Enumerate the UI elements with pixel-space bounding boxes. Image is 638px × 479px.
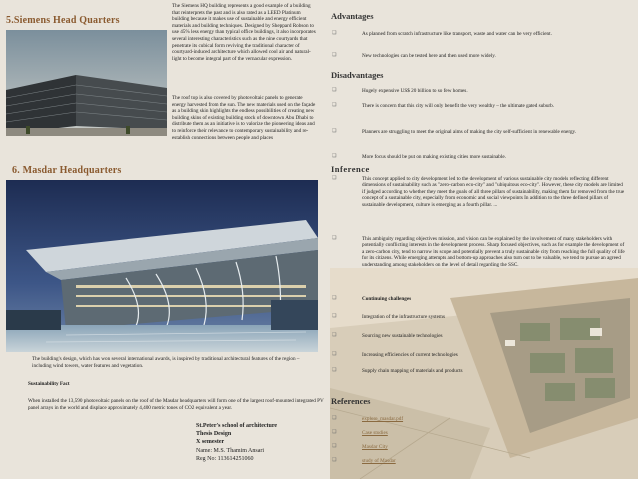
masdar-description: The building's design, which has won several international awards, is inspired by traditional architectural features of the region – including wind towers, water features and vegetation. — [32, 356, 300, 369]
list-item: ❑ Continuing challenges — [332, 296, 412, 302]
bullet-icon: ❑ — [332, 53, 337, 58]
advantages-title: Advantages — [331, 11, 374, 21]
bullet-icon: ❑ — [332, 444, 337, 449]
reference-link[interactable]: explore_masdar.pdf — [362, 416, 404, 422]
list-item: ❑ There is concern that this city will only benefit the very wealthy – the ultimate gated suburb. — [332, 103, 555, 109]
references-title: References — [331, 396, 371, 406]
list-item: ❑ Integration of the infrastructure systems — [332, 314, 445, 320]
bullet-icon: ❑ — [332, 430, 337, 435]
bullet-icon: ❑ — [332, 176, 337, 181]
reference-item — [332, 458, 532, 464]
list-item: ❑ Sourcing new sustainable technologies — [332, 333, 443, 339]
masdar-heading: 6. Masdar Headquarters — [12, 165, 122, 176]
list-item: ❑ Supply chain mapping of materials and products — [332, 368, 463, 374]
list-item: ❑ Hugely expensive US$ 20 billion to so few homes. — [332, 88, 468, 94]
credits-semester: X semester — [196, 439, 225, 446]
list-item: ❑ New technologies can be tested here and then used more widely. — [332, 53, 496, 59]
reference-link[interactable]: study of Masdar — [362, 458, 396, 464]
sustainability-title: Sustainability Fact — [28, 381, 70, 387]
siemens-description-2: The roof top is also covered by photovoltaic panels to generate energy harvested from the sun. The new materials used on the façade as a building skin highlights the endless possibilities of creating new building skins of existing building stock of downtown Abu Dhabi to distribute them as an initiative is to valorize the pioneering ideas and to reinforce their relevance to contemporary sustainability and re-establish connections between people and places — [172, 95, 316, 141]
bullet-icon: ❑ — [332, 296, 337, 301]
disadvantages-title: Disadvantages — [331, 70, 384, 80]
list-item: ❑ This ambiguity regarding objectives mission, and vision can be explained by the involvement of many stakeholders with potentially conflicting interests in the development process. Sharp focused objectives, such as for example the development of a zero-carbon city, tend to narrow its scope and potentially prevent a truly sustainable city from reaching the full quality of life for its citizens. While emerging attempts and bottom-up approaches also turn out to be valuable, we tend to pursue an agreed understanding among stakeholders on the level of detail regarding the SSC. — [332, 236, 625, 268]
bullet-icon: ❑ — [332, 88, 337, 93]
credits-block — [196, 422, 326, 463]
bullet-icon: ❑ — [332, 458, 337, 463]
bullet-icon: ❑ — [332, 314, 337, 319]
siemens-heading: 5.Siemens Head Quarters — [6, 15, 120, 26]
bullet-icon: ❑ — [332, 154, 337, 159]
bullet-icon: ❑ — [332, 236, 337, 241]
disadvantages-list — [332, 88, 627, 160]
bullet-icon: ❑ — [332, 368, 337, 373]
bullet-icon: ❑ — [332, 129, 337, 134]
list-item: ❑ Planners are struggling to meet the original aims of making the city self-sufficient in renewable energy. — [332, 129, 577, 135]
siemens-headquarters-photo — [6, 30, 167, 136]
credits-project: Thesis Design — [196, 431, 232, 438]
reference-link[interactable]: Masdar City — [362, 444, 388, 450]
list-item: ❑ As planned from scratch infrastructure like transport, waste and water can be very efficient. — [332, 31, 552, 37]
bullet-icon: ❑ — [332, 416, 337, 421]
credits-school: St.Peter's school of architecture — [196, 423, 278, 429]
reference-item — [332, 444, 532, 458]
list-item: ❑ This concept applied to city development led to the development of various sustainable city models reflecting different dimensions of sustainability such as "zero-carbon eco-city" and "ubiquitous eco-city". However, these city models are limited if judged according to whether they meet the goals of all three pillars of sustainability, making them far removed from the true concept of a sustainable city, especially from economic and social viewpoints In addition to the three defined pillars of sustainable development, culture is emerging as a fourth pillar. ... — [332, 176, 625, 208]
bullet-icon: ❑ — [332, 31, 337, 36]
advantages-list — [332, 31, 627, 59]
credits-name: Name: M.S. Thamim Ansari — [196, 447, 265, 454]
inference-title: Inference — [331, 164, 370, 174]
reference-item — [332, 416, 532, 430]
bullet-icon: ❑ — [332, 103, 337, 108]
sustainability-text: When installed the 13,590 photovoltaic panels on the roof of the Masdar headquarters will form one of the largest roof-mounted integrated PV panel arrays in the world and displace approximately 4,400 metric tones of CO2 equivalent a year. — [28, 398, 324, 411]
references-list — [332, 416, 532, 464]
reference-item — [332, 430, 532, 444]
masdar-headquarters-render — [6, 180, 318, 352]
inference-list — [332, 176, 627, 374]
bullet-icon: ❑ — [332, 333, 337, 338]
siemens-description-1: The Siemens HQ building represents a good example of a building that reinterprets the past and is also rated as a LEED Platinum building because it makes use of sustainable and energy efficient materials and building techniques. Designed by Sheppard Robson to use 45% less energy than typical office buildings, it also incorporates several interesting characteristics such as the nine courtyards that penetrate its cubical form reviving the traditional character of courtyard-induced architecture which allowed cool air and natural-light to become integral part of the vernacular expression. — [172, 3, 316, 62]
reference-link[interactable]: Case studies — [362, 430, 388, 436]
list-item: ❑ More focus should be put on making existing cities more sustainable. — [332, 154, 506, 160]
list-item: ❑ Increasing efficiencies of current technologies — [332, 352, 458, 358]
credits-regno: Reg No: 113614251060 — [196, 455, 254, 462]
bullet-icon: ❑ — [332, 352, 337, 357]
